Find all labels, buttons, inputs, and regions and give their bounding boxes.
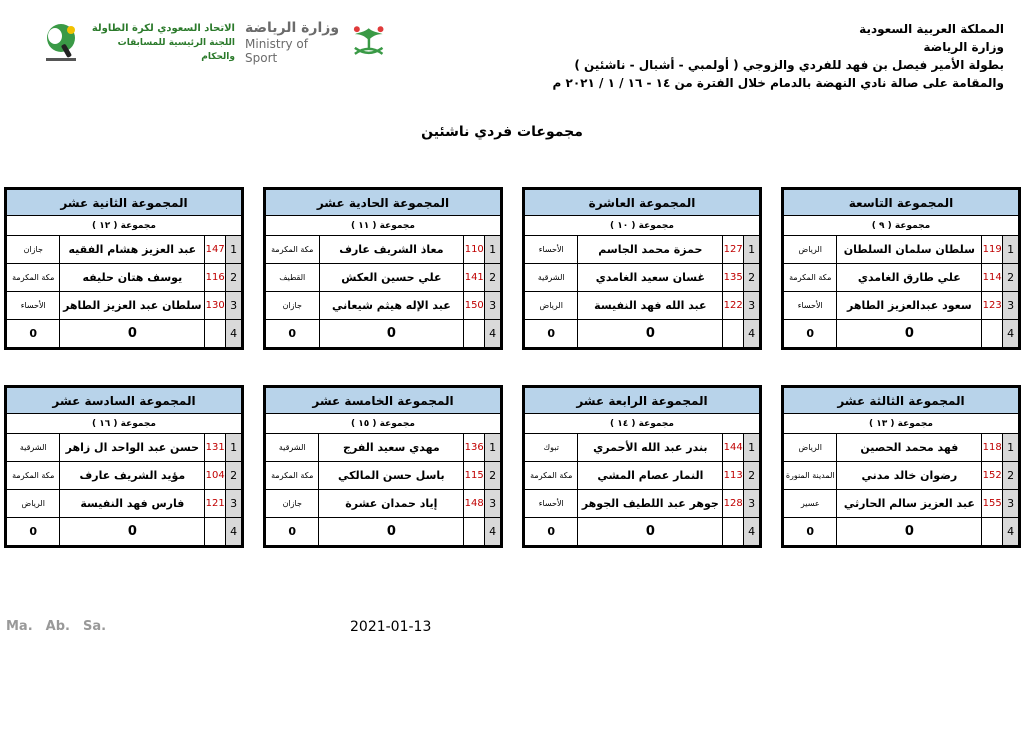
player-score: [982, 320, 1003, 348]
group-subtitle: مجموعة ( ١٤ ): [525, 414, 760, 434]
row-number: 2: [485, 264, 501, 292]
player-row: [784, 490, 1019, 518]
player-city: 0: [7, 518, 60, 546]
ministry-logo-arabic: وزارة الرياضة: [245, 20, 340, 36]
player-score: [205, 518, 226, 546]
row-number: 2: [744, 264, 760, 292]
player-city: مكة المكرمة: [7, 462, 60, 490]
player-name: 0: [578, 320, 723, 348]
header-ministry: وزارة الرياضة: [923, 40, 1004, 54]
player-name: جوهر عبد اللطيف الجوهر: [578, 490, 723, 518]
row-number: 3: [485, 292, 501, 320]
player-score: 104: [205, 462, 226, 490]
player-row: [525, 518, 760, 546]
row-number: 2: [744, 462, 760, 490]
player-score: 119: [982, 236, 1003, 264]
player-city: 0: [7, 320, 60, 348]
player-row: [266, 518, 501, 546]
player-name: 0: [837, 320, 982, 348]
player-row: [266, 236, 501, 264]
player-name: 0: [319, 518, 464, 546]
row-number: 1: [485, 434, 501, 462]
player-score: [464, 320, 485, 348]
group-subtitle: مجموعة ( ١٢ ): [7, 216, 242, 236]
player-city: تبوك: [525, 434, 578, 462]
player-score: 135: [723, 264, 744, 292]
player-row: [266, 264, 501, 292]
group-title: المجموعة الرابعة عشر: [525, 388, 760, 414]
group-grid: [265, 189, 501, 348]
player-row: [266, 462, 501, 490]
player-city: جازان: [266, 490, 319, 518]
player-row: [266, 434, 501, 462]
group-title: المجموعة السادسة عشر: [7, 388, 242, 414]
player-city: 0: [784, 320, 837, 348]
player-score: [464, 518, 485, 546]
player-name: 0: [837, 518, 982, 546]
row-number: 4: [485, 518, 501, 546]
row-number: 1: [744, 434, 760, 462]
player-row: [7, 320, 242, 348]
player-score: [982, 518, 1003, 546]
player-city: الشرقية: [525, 264, 578, 292]
row-number: 3: [226, 490, 242, 518]
player-row: [266, 320, 501, 348]
player-city: 0: [525, 320, 578, 348]
row-number: 2: [485, 462, 501, 490]
player-city: الشرقية: [266, 434, 319, 462]
group-title: المجموعة الثانية عشر: [7, 190, 242, 216]
player-name: عبد العزيز سالم الحارثي: [837, 490, 982, 518]
player-name: بندر عبد الله الأحمري: [578, 434, 723, 462]
group-title: المجموعة التاسعة: [784, 190, 1019, 216]
player-score: 118: [982, 434, 1003, 462]
player-city: مكة المكرمة: [525, 462, 578, 490]
player-city: عسير: [784, 490, 837, 518]
document-date: 2021-01-13: [350, 619, 432, 635]
group-table: [781, 187, 1021, 350]
player-row: [7, 490, 242, 518]
player-name: سلطان سلمان السلطان: [837, 236, 982, 264]
row-number: 4: [226, 518, 242, 546]
player-city: الرياض: [784, 434, 837, 462]
player-name: معاذ الشريف عارف: [319, 236, 464, 264]
player-row: [525, 434, 760, 462]
player-score: 144: [723, 434, 744, 462]
row-number: 1: [485, 236, 501, 264]
player-city: القطيف: [266, 264, 320, 292]
player-name: رضوان خالد مدني: [837, 462, 982, 490]
player-row: [7, 264, 242, 292]
player-score: 110: [464, 236, 485, 264]
federation-logo: [40, 18, 235, 66]
player-row: [266, 292, 501, 320]
player-row: [525, 292, 760, 320]
row-number: 4: [1003, 518, 1019, 546]
player-score: 150: [464, 292, 485, 320]
player-score: 116: [205, 264, 226, 292]
player-score: 152: [982, 462, 1003, 490]
palm-swords-icon: [347, 20, 390, 64]
player-score: 147: [205, 236, 226, 264]
row-number: 3: [226, 292, 242, 320]
player-city: الأحساء: [525, 490, 578, 518]
player-name: حمزة محمد الجاسم: [578, 236, 723, 264]
player-city: جازان: [266, 292, 320, 320]
player-name: إياد حمدان عشرة: [319, 490, 464, 518]
row-number: 2: [226, 264, 242, 292]
player-name: فارس فهد النفيسة: [60, 490, 205, 518]
player-score: 115: [464, 462, 485, 490]
player-city: جازان: [7, 236, 60, 264]
row-number: 2: [1003, 462, 1019, 490]
federation-name: الاتحاد السعودي لكرة الطاولة: [91, 22, 235, 34]
group-grid: [524, 387, 760, 546]
player-row: [525, 462, 760, 490]
header-kingdom: المملكة العربية السعودية: [859, 22, 1004, 36]
player-score: [723, 518, 744, 546]
player-city: الشرقية: [7, 434, 60, 462]
player-row: [525, 320, 760, 348]
table-tennis-paddle-icon: [40, 20, 82, 64]
player-score: 148: [464, 490, 485, 518]
row-number: 1: [226, 434, 242, 462]
group-table: [4, 385, 244, 548]
group-grid: [6, 387, 242, 546]
player-city: الأحساء: [784, 292, 837, 320]
player-row: [784, 264, 1019, 292]
player-score: 122: [723, 292, 744, 320]
player-row: [7, 462, 242, 490]
player-name: سلطان عبد العزيز الطاهر: [60, 292, 205, 320]
group-table: [263, 187, 503, 350]
player-name: 0: [60, 320, 205, 348]
player-name: فهد محمد الحصين: [837, 434, 982, 462]
player-score: 121: [205, 490, 226, 518]
player-score: 130: [205, 292, 226, 320]
player-city: مكة المكرمة: [7, 264, 60, 292]
player-city: مكة المكرمة: [266, 462, 319, 490]
player-row: [266, 490, 501, 518]
player-row: [784, 434, 1019, 462]
player-score: 155: [982, 490, 1003, 518]
footer-initials: [6, 619, 106, 634]
group-subtitle: مجموعة ( ١٥ ): [266, 414, 501, 434]
player-name: مهدي سعيد الفرج: [319, 434, 464, 462]
player-name: سعود عبدالعزيز الطاهر: [837, 292, 982, 320]
ministry-logo-english: Ministry of Sport: [245, 37, 308, 65]
group-table: [522, 385, 762, 548]
player-score: 114: [982, 264, 1003, 292]
row-number: 3: [744, 292, 760, 320]
player-row: [7, 236, 242, 264]
group-subtitle: مجموعة ( ١٠ ): [525, 216, 760, 236]
group-subtitle: مجموعة ( ٩ ): [784, 216, 1019, 236]
header-venue: والمقامة على صالة نادي النهضة بالدمام خلال الفترة من ١٤ - ١٦ / ١ / ٢٠٢١ م: [552, 76, 1004, 90]
player-row: [7, 292, 242, 320]
player-city: مكة المكرمة: [266, 236, 320, 264]
player-city: 0: [266, 320, 320, 348]
player-city: 0: [784, 518, 837, 546]
group-subtitle: مجموعة ( ١١ ): [266, 216, 501, 236]
player-score: 113: [723, 462, 744, 490]
player-row: [784, 518, 1019, 546]
player-row: [525, 264, 760, 292]
group-title: المجموعة الخامسة عشر: [266, 388, 501, 414]
player-name: عبد العزيز هشام الفقيه: [60, 236, 205, 264]
player-score: 136: [464, 434, 485, 462]
row-number: 3: [485, 490, 501, 518]
row-number: 1: [744, 236, 760, 264]
player-row: [784, 320, 1019, 348]
player-name: يوسف هتان حليفه: [60, 264, 205, 292]
row-number: 4: [485, 320, 501, 348]
player-name: عبد الله فهد النفيسة: [578, 292, 723, 320]
initials-sa: Sa.: [82, 619, 107, 634]
group-table: [781, 385, 1021, 548]
player-score: [205, 320, 226, 348]
row-number: 4: [744, 518, 760, 546]
group-subtitle: مجموعة ( ١٣ ): [784, 414, 1019, 434]
initials-ma: Ma.: [6, 619, 33, 634]
group-grid: [783, 387, 1019, 546]
row-number: 2: [226, 462, 242, 490]
player-row: [784, 292, 1019, 320]
group-grid: [6, 189, 242, 348]
player-score: 127: [723, 236, 744, 264]
player-score: 123: [982, 292, 1003, 320]
player-city: مكة المكرمة: [784, 264, 837, 292]
player-city: الأحساء: [525, 236, 578, 264]
row-number: 4: [744, 320, 760, 348]
group-grid: [783, 189, 1019, 348]
player-city: 0: [525, 518, 578, 546]
row-number: 1: [226, 236, 242, 264]
group-title: المجموعة العاشرة: [525, 190, 760, 216]
player-name: باسل حسن المالكي: [319, 462, 464, 490]
group-title: المجموعة الحادية عشر: [266, 190, 501, 216]
player-row: [7, 518, 242, 546]
player-row: [784, 236, 1019, 264]
player-name: غسان سعيد الغامدي: [578, 264, 723, 292]
player-city: الرياض: [525, 292, 578, 320]
row-number: 4: [226, 320, 242, 348]
group-table: [263, 385, 503, 548]
initials-ab: Ab.: [45, 619, 70, 634]
player-score: 128: [723, 490, 744, 518]
row-number: 4: [1003, 320, 1019, 348]
player-name: النمار عصام المشي: [578, 462, 723, 490]
ministry-logo: [245, 20, 390, 64]
player-city: الرياض: [784, 236, 837, 264]
group-subtitle: مجموعة ( ١٦ ): [7, 414, 242, 434]
player-city: الأحساء: [7, 292, 60, 320]
row-number: 3: [1003, 292, 1019, 320]
group-table: [522, 187, 762, 350]
row-number: 1: [1003, 236, 1019, 264]
player-row: [525, 236, 760, 264]
player-city: المدينة المنورة: [784, 462, 837, 490]
player-row: [7, 434, 242, 462]
group-grid: [265, 387, 501, 546]
row-number: 3: [744, 490, 760, 518]
player-city: الرياض: [7, 490, 60, 518]
row-number: 1: [1003, 434, 1019, 462]
player-name: علي طارق الغامدي: [837, 264, 982, 292]
player-score: 131: [205, 434, 226, 462]
player-name: 0: [60, 518, 205, 546]
header-tournament: بطولة الأمير فيصل بن فهد للفردي والزوجي ( أولمبي - أشبال - ناشئين ): [574, 58, 1004, 72]
player-city: 0: [266, 518, 319, 546]
player-score: 141: [464, 264, 485, 292]
player-row: [784, 462, 1019, 490]
group-table: [4, 187, 244, 350]
group-title: المجموعة الثالثة عشر: [784, 388, 1019, 414]
player-name: 0: [578, 518, 723, 546]
player-score: [723, 320, 744, 348]
player-name: عبد الإله هيثم شيعاني: [319, 292, 464, 320]
federation-committee: اللجنة الرئيسية للمسابقات والحكام: [117, 37, 235, 62]
player-name: حسن عبد الواحد ال زاهر: [60, 434, 205, 462]
row-number: 3: [1003, 490, 1019, 518]
document-header: [484, 20, 1004, 92]
player-name: مؤيد الشريف عارف: [60, 462, 205, 490]
player-name: 0: [319, 320, 464, 348]
page-title: مجموعات فردي ناشئين: [421, 124, 583, 140]
group-grid: [524, 189, 760, 348]
player-name: علي حسين العكش: [319, 264, 464, 292]
player-row: [525, 490, 760, 518]
row-number: 2: [1003, 264, 1019, 292]
